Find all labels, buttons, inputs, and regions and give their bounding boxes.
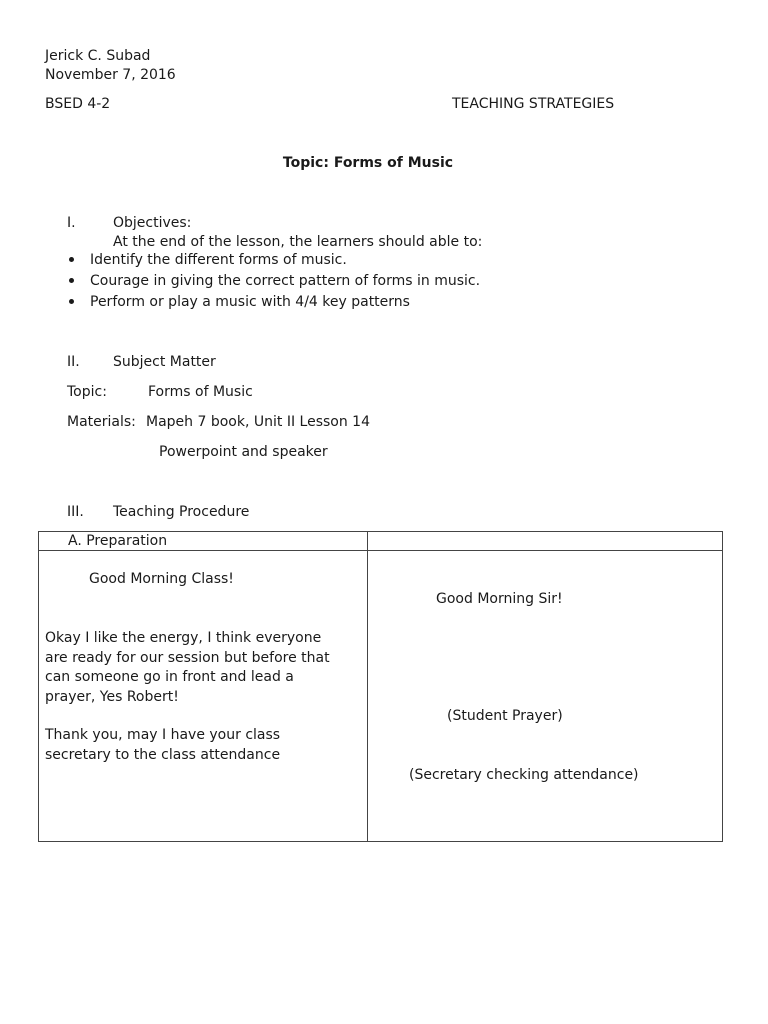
procedure-table [38, 531, 723, 842]
objectives-intro: At the end of the lesson, the learners should able to: [113, 234, 483, 250]
document-date: November 7, 2016 [45, 67, 176, 83]
subject-matter-heading: Subject Matter [113, 354, 216, 370]
table-column-divider [367, 532, 368, 841]
objective-item: Perform or play a music with 4/4 key patterns [90, 294, 410, 310]
bullet-dot [69, 299, 74, 304]
teacher-line: are ready for our session but before that [45, 649, 330, 666]
materials-value: Mapeh 7 book, Unit II Lesson 14 [146, 414, 370, 430]
objectives-numeral: I. [67, 215, 76, 231]
teacher-line: Thank you, may I have your class [45, 727, 281, 743]
teacher-paragraph-2 [45, 726, 280, 765]
secretary-attendance: (Secretary checking attendance) [409, 767, 639, 783]
author-name: Jerick C. Subad [45, 48, 151, 64]
class-section: BSED 4-2 [45, 96, 111, 112]
objectives-heading: Objectives: [113, 215, 192, 231]
table-header-divider [39, 550, 722, 551]
objective-item: Courage in giving the correct pattern of forms in music. [90, 273, 481, 289]
topic-label: Topic: [67, 384, 107, 400]
procedure-numeral: III. [67, 504, 84, 520]
teacher-greeting: Good Morning Class! [89, 571, 234, 587]
teacher-line: can someone go in front and lead a [45, 669, 294, 685]
objective-item: Identify the different forms of music. [90, 252, 347, 268]
teacher-line: prayer, Yes Robert! [45, 688, 179, 705]
course-name: TEACHING STRATEGIES [452, 96, 615, 112]
bullet-dot [69, 257, 74, 262]
student-greeting: Good Morning Sir! [436, 591, 563, 607]
topic-title: Topic: Forms of Music [282, 155, 454, 171]
bullet-dot [69, 278, 74, 283]
teacher-line: secretary to the class attendance [45, 746, 281, 763]
subject-matter-numeral: II. [67, 354, 80, 370]
teacher-paragraph-1 [45, 629, 330, 707]
materials-label: Materials: [67, 414, 136, 430]
student-prayer: (Student Prayer) [447, 708, 563, 724]
table-header-preparation: A. Preparation [68, 533, 168, 549]
materials-extra: Powerpoint and speaker [159, 444, 328, 460]
topic-value: Forms of Music [148, 384, 253, 400]
procedure-heading: Teaching Procedure [113, 504, 250, 520]
teacher-line: Okay I like the energy, I think everyone [45, 630, 322, 646]
